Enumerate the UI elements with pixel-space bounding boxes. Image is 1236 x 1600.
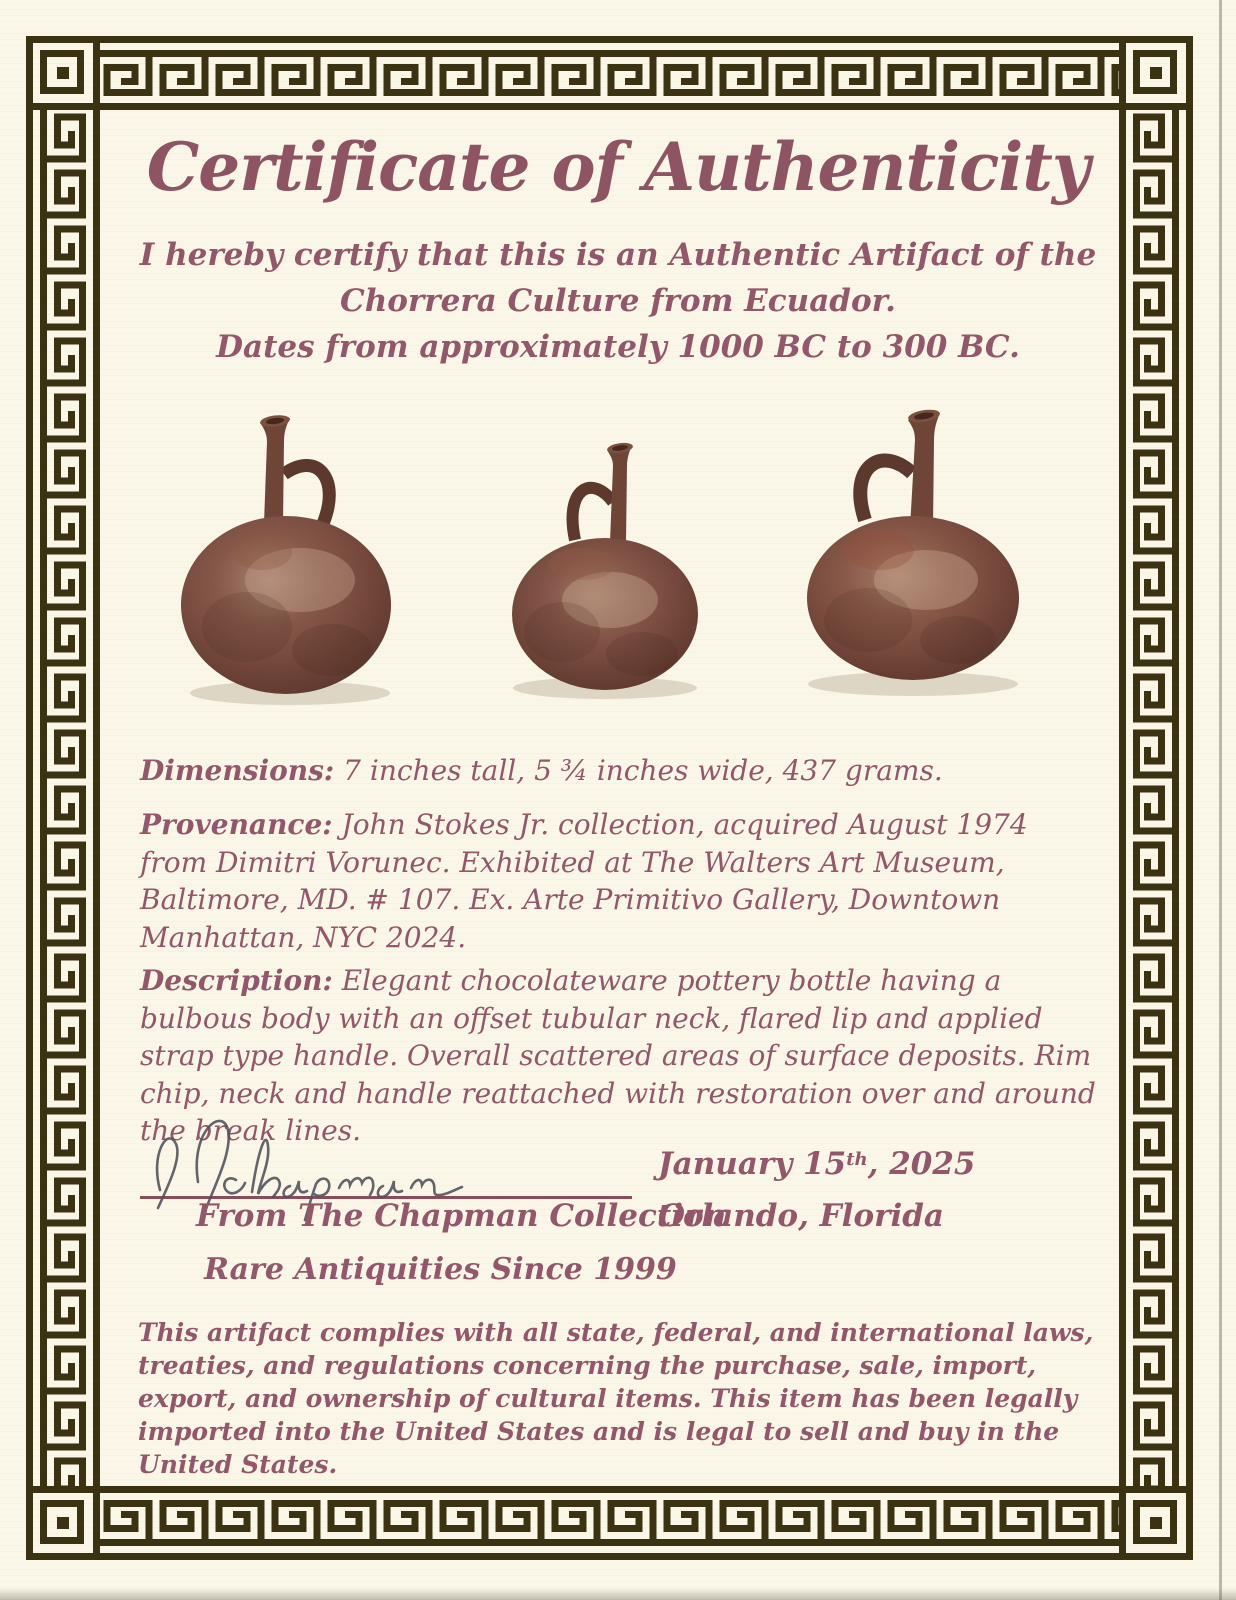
dimensions-label: Dimensions: (140, 754, 335, 787)
dimensions-text: 7 inches tall, 5 ¾ inches wide, 437 grams. (334, 754, 943, 787)
border-corner-top-left (30, 40, 97, 107)
artifact-photo-center (492, 432, 717, 707)
border-corner-top-right (1123, 40, 1190, 107)
description-label: Description: (140, 964, 333, 997)
provenance-text: John Stokes Jr. collection, acquired August 1974 from Dimitri Vorunec. Exhibited at The Walters Art Museum, Baltimore, MD. # 107. Ex. Arte Primitivo Gallery, Downtown Manhattan, NYC 2024. (140, 808, 1028, 954)
intro-line-1: I hereby certify that this is an Authentic Artifact of the (139, 237, 1097, 273)
location-line: Orlando, Florida (658, 1198, 945, 1234)
artifact-photo-right (788, 398, 1038, 698)
description-text: Elegant chocolateware pottery bottle having a bulbous body with an offset tubular neck, flared lip and applied strap type handle. Overall scattered areas of surface deposits. Rim chip, neck and handle reattached with restoration over and around the break lines. (140, 964, 1096, 1147)
provenance-label: Provenance: (140, 808, 333, 841)
artifact-photo-left (172, 402, 412, 707)
border-corner-bottom-left (30, 1490, 97, 1557)
provenance-paragraph (140, 806, 1102, 956)
page-title: Certificate of Authenticity (146, 128, 1090, 206)
tagline: Rare Antiquities Since 1999 (204, 1252, 677, 1287)
date-tail: , 2025 (867, 1146, 976, 1182)
certificate-date (658, 1146, 975, 1182)
legal-paragraph: This artifact complies with all state, federal, and international laws, treaties, and regulations concerning the purchase, sale, import, export, and ownership of cultural items. This item has been legally imported into the United States and is legal to sell and buy in the United States. (138, 1318, 1094, 1479)
scan-edge-bottom (0, 1588, 1236, 1600)
intro-line-3: Dates from approximately 1000 BC to 300 BC. (216, 329, 1020, 365)
dimensions-paragraph (140, 752, 1102, 790)
intro-line-2: Chorrera Culture from Ecuador. (340, 283, 896, 319)
date-ordinal: th (846, 1149, 868, 1170)
date-main: January 15 (658, 1146, 847, 1182)
certification-statement (118, 232, 1118, 370)
border-corner-bottom-right (1123, 1490, 1190, 1557)
collection-line: From The Chapman Collection (196, 1198, 727, 1234)
scan-edge-right (1219, 0, 1222, 1600)
